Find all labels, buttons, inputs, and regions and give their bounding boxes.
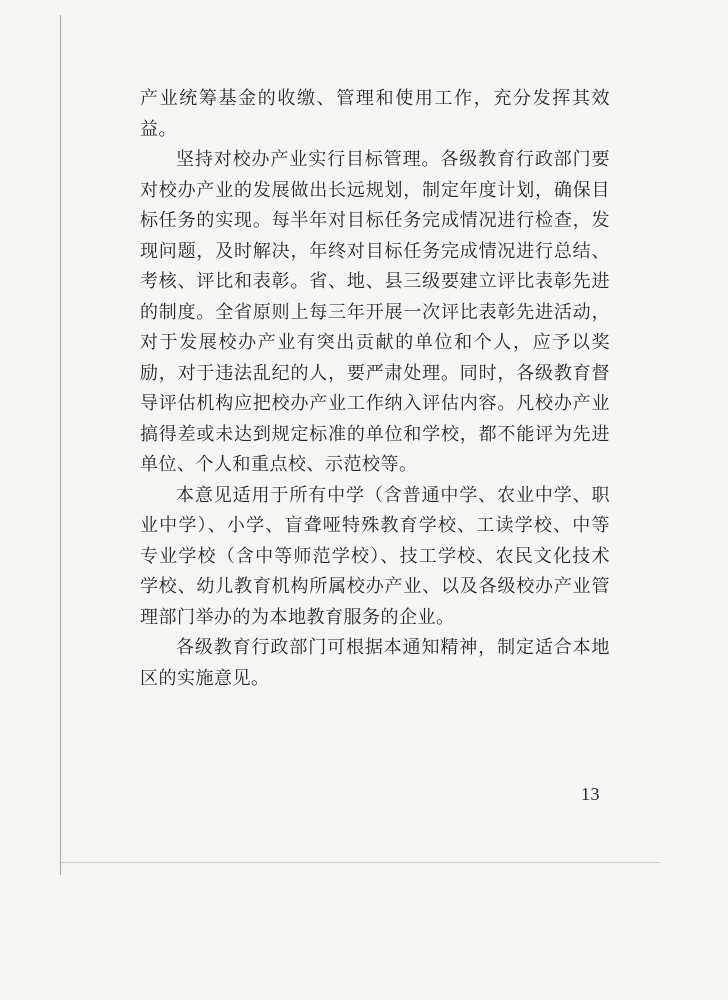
- binding-edge-line: [60, 15, 61, 875]
- paragraph-implementation: 各级教育行政部门可根据本通知精神，制定适合本地区的实施意见。: [140, 637, 610, 689]
- page-bottom-edge: [60, 862, 660, 863]
- paragraph-continuation: 产业统筹基金的收缴、管理和使用工作，充分发挥其效益。: [140, 88, 610, 140]
- page-number: 13: [581, 784, 600, 804]
- paragraph-scope: 本意见适用于所有中学（含普通中学、农业中学、职业中学）、小学、盲聋哑特殊教育学校、工读学校、中等专业学校（含中等师范学校）、技工学校、农民文化技术学校、幼儿教育机构所属校办产业、以及各级校办产业管理部门举办的为本地教育服务的企业。: [140, 484, 610, 628]
- paragraph-target-management: 坚持对校办产业实行目标管理。各级教育行政部门要对校办产业的发展做出长远规划，制定年度计划，确保目标任务的实现。每半年对目标任务完成情况进行检查，发现问题，及时解决，年终对目标任务完成情况进行总结、考核、评比和表彰。省、地、县三级要建立评比表彰先进的制度。全省原则上每三年开展一次评比表彰先进活动，对于发展校办产业有突出贡献的单位和个人，应予以奖励，对于违法乱纪的人，要严肃处理。同时，各级教育督导评估机构应把校办产业工作纳入评估内容。凡校办产业搞得差或未达到规定标准的单位和学校，都不能评为先进单位、个人和重点校、示范校等。: [140, 149, 610, 475]
- document-body: [140, 84, 610, 694]
